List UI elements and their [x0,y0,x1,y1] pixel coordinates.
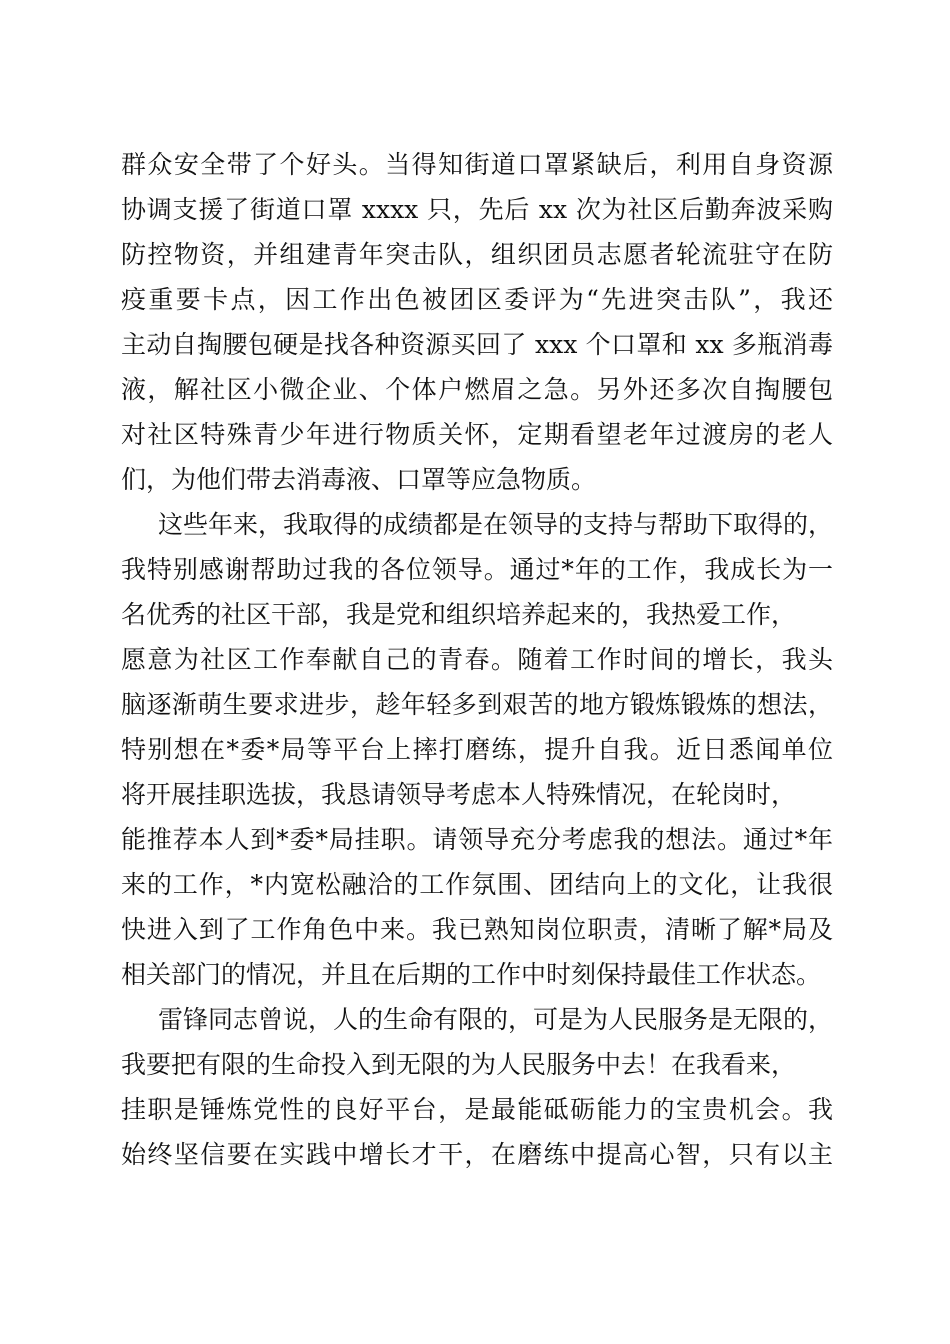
text-line: 防控物资，并组建青年突击队，组织团员志愿者轮流驻守在防 [121,240,833,269]
text-line: 能推荐本人到*委*局挂职。请领导充分考虑我的想法。通过*年 [121,825,833,854]
text-line: 挂职是锤炼党性的良好平台，是最能砥砺能力的宝贵机会。我 [121,1095,833,1124]
text-line: 相关部门的情况，并且在后期的工作中时刻保持最佳工作状态。 [121,960,822,989]
text-line: 主动自掏腰包硬是找各种资源买回了 xxx 个口罩和 xx 多瓶消毒 [121,330,833,359]
text-line: 雷锋同志曾说，人的生命有限的，可是为人民服务是无限的， [158,1005,833,1034]
text-line: 脑逐渐萌生要求进步，趁年轻多到艰苦的地方锻炼锻炼的想法， [121,690,833,719]
text-line: 疫重要卡点，因工作出色被团区委评为“先进突击队”，我还 [121,285,833,314]
text-line: 液，解社区小微企业、个体户燃眉之急。另外还多次自掏腰包 [121,375,833,404]
text-line: 来的工作，*内宽松融洽的工作氛围、团结向上的文化，让我很 [121,870,833,899]
text-line: 始终坚信要在实践中增长才干，在磨练中提高心智，只有以主 [121,1140,833,1169]
text-line: 们，为他们带去消毒液、口罩等应急物质。 [121,465,597,494]
text-line: 我特别感谢帮助过我的各位领导。通过*年的工作，我成长为一 [121,555,833,584]
text-line: 快进入到了工作角色中来。我已熟知岗位职责，清晰了解*局及 [121,915,833,944]
text-line: 对社区特殊青少年进行物质关怀，定期看望老年过渡房的老人 [121,420,833,449]
text-line: 名优秀的社区干部，我是党和组织培养起来的，我热爱工作， [121,600,797,629]
text-line: 我要把有限的生命投入到无限的为人民服务中去！在我看来， [121,1050,797,1079]
text-line: 愿意为社区工作奉献自己的青春。随着工作时间的增长，我头 [121,645,833,674]
text-line: 将开展挂职选拔，我恳请领导考虑本人特殊情况，在轮岗时， [121,780,797,809]
text-line: 协调支援了街道口罩 xxxx 只，先后 xx 次为社区后勤奔波采购 [121,195,833,224]
text-line: 特别想在*委*局等平台上摔打磨练，提升自我。近日悉闻单位 [121,735,833,764]
body-text [121,142,833,1177]
text-line: 这些年来，我取得的成绩都是在领导的支持与帮助下取得的， [158,510,833,539]
text-line: 群众安全带了个好头。当得知街道口罩紧缺后，利用自身资源 [121,150,833,179]
